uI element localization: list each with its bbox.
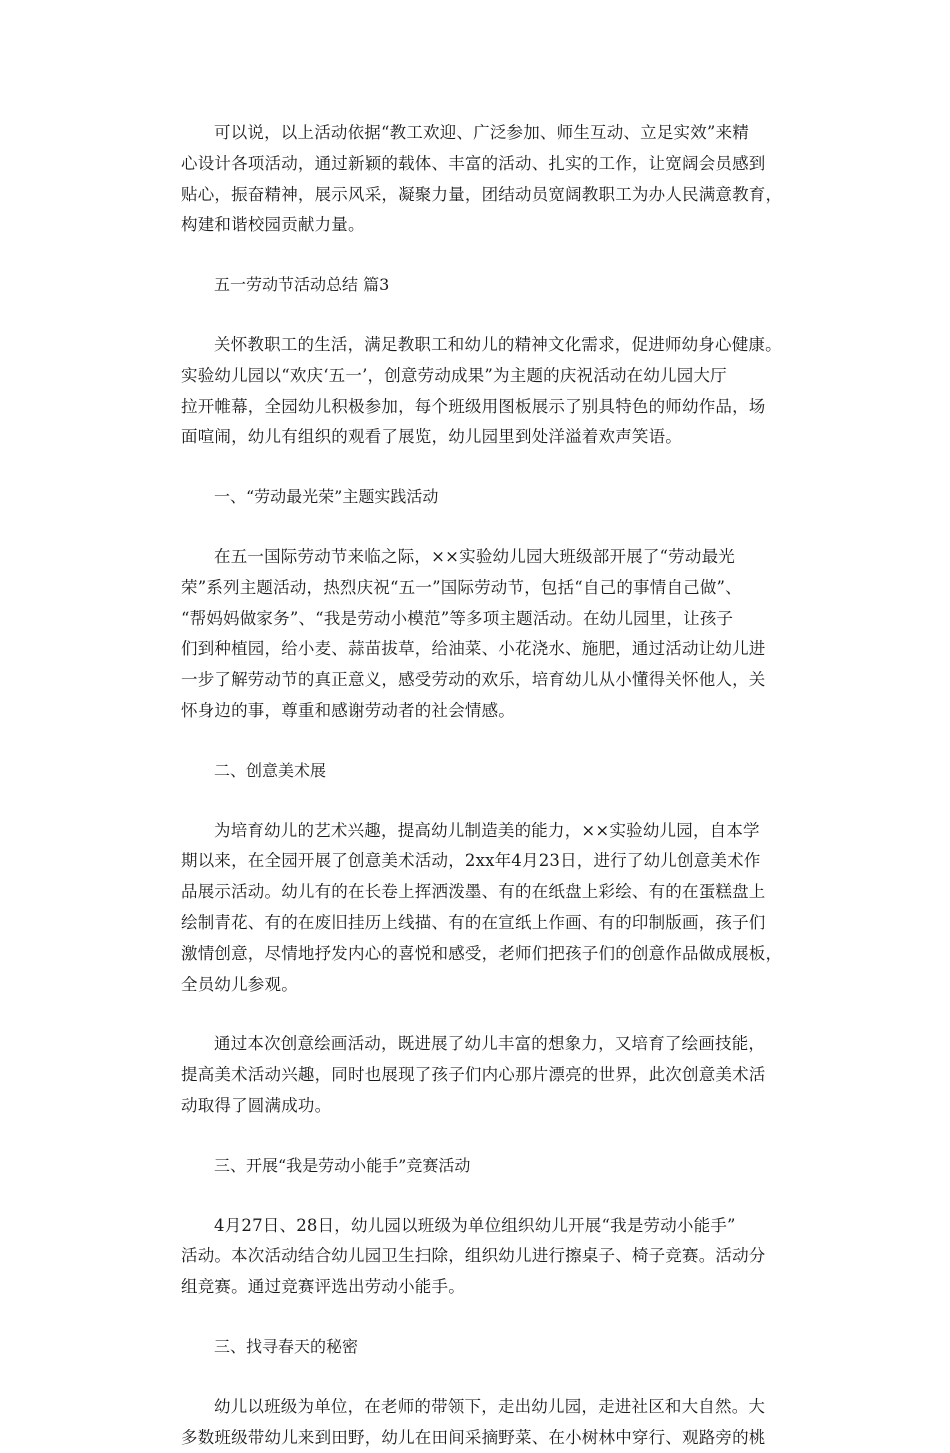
- section-heading-2: 二、创意美术展: [181, 756, 781, 787]
- paragraph-line: 通过本次创意绘画活动，既进展了幼儿丰富的想象力，又培育了绘画技能，: [181, 1029, 781, 1060]
- paragraph-line: 幼儿以班级为单位，在老师的带领下，走出幼儿园，走进社区和大自然。大: [181, 1392, 781, 1423]
- paragraph-conclusion: [181, 118, 781, 241]
- paragraph-line: 拉开帷幕，全园幼儿积极参加，每个班级用图板展示了别具特色的师幼作品，场: [181, 392, 781, 423]
- paragraph-line: 关怀教职工的生活，满足教职工和幼儿的精神文化需求，促进师幼身心健康。: [181, 330, 781, 361]
- paragraph-contest: [181, 1211, 781, 1303]
- paragraph-line: 期以来，在全园开展了创意美术活动，2xx年4月23日，进行了幼儿创意美术作: [181, 846, 781, 877]
- paragraph-line: 心设计各项活动，通过新颖的载体、丰富的活动、扎实的工作，让宽阔会员感到: [181, 149, 781, 180]
- paragraph-line: 贴心，振奋精神，展示风采，凝聚力量，团结动员宽阔教职工为办人民满意教育，: [181, 180, 781, 211]
- paragraph-line: 4月27日、28日，幼儿园以班级为单位组织幼儿开展“我是劳动小能手”: [181, 1211, 781, 1242]
- paragraph-line: 活动。本次活动结合幼儿园卫生扫除，组织幼儿进行擦桌子、椅子竞赛。活动分: [181, 1241, 781, 1272]
- section-heading-4: 三、找寻春天的秘密: [181, 1332, 781, 1363]
- paragraph-line: 可以说，以上活动依据“教工欢迎、广泛参加、师生互动、立足实效”来精: [181, 118, 781, 149]
- paragraph-labor-theme: [181, 542, 781, 727]
- paragraph-line: 为培育幼儿的艺术兴趣，提高幼儿制造美的能力，××实验幼儿园，自本学: [181, 816, 781, 847]
- paragraph-line: 实验幼儿园以“欢庆‘五一’，创意劳动成果”为主题的庆祝活动在幼儿园大厅: [181, 361, 781, 392]
- document-page: [181, 118, 781, 1453]
- section-title: 五一劳动节活动总结 篇3: [181, 270, 781, 301]
- paragraph-line: 动取得了圆满成功。: [181, 1091, 781, 1122]
- paragraph-line: 怀身边的事，尊重和感谢劳动者的社会情感。: [181, 696, 781, 727]
- paragraph-line: 多数班级带幼儿来到田野，幼儿在田间采摘野菜、在小树林中穿行、观路旁的桃: [181, 1423, 781, 1453]
- paragraph-line: 一步了解劳动节的真正意义，感受劳动的欢乐，培育幼儿从小懂得关怀他人，关: [181, 665, 781, 696]
- paragraph-art-exhibit: [181, 816, 781, 1001]
- paragraph-spring: [181, 1392, 781, 1453]
- paragraph-line: 组竞赛。通过竞赛评选出劳动小能手。: [181, 1272, 781, 1303]
- paragraph-line: 构建和谐校园贡献力量。: [181, 210, 781, 241]
- paragraph-line: 们到种植园，给小麦、蒜苗拔草，给油菜、小花浇水、施肥，通过活动让幼儿进: [181, 634, 781, 665]
- paragraph-line: 全员幼儿参观。: [181, 970, 781, 1001]
- paragraph-line: 在五一国际劳动节来临之际，××实验幼儿园大班级部开展了“劳动最光: [181, 542, 781, 573]
- paragraph-line: 提高美术活动兴趣，同时也展现了孩子们内心那片漂亮的世界，此次创意美术活: [181, 1060, 781, 1091]
- paragraph-line: 荣”系列主题活动，热烈庆祝“五一”国际劳动节，包括“自己的事情自己做”、: [181, 573, 781, 604]
- paragraph-line: “帮妈妈做家务”、“我是劳动小模范”等多项主题活动。在幼儿园里，让孩子: [181, 604, 781, 635]
- paragraph-line: 激情创意，尽情地抒发内心的喜悦和感受，老师们把孩子们的创意作品做成展板，: [181, 939, 781, 970]
- paragraph-line: 面喧闹，幼儿有组织的观看了展览，幼儿园里到处洋溢着欢声笑语。: [181, 422, 781, 453]
- paragraph-line: 绘制青花、有的在废旧挂历上线描、有的在宣纸上作画、有的印制版画，孩子们: [181, 908, 781, 939]
- section-heading-3: 三、开展“我是劳动小能手”竞赛活动: [181, 1151, 781, 1182]
- section-heading-1: 一、“劳动最光荣”主题实践活动: [181, 482, 781, 513]
- paragraph-line: 品展示活动。幼儿有的在长卷上挥洒泼墨、有的在纸盘上彩绘、有的在蛋糕盘上: [181, 877, 781, 908]
- paragraph-art-result: [181, 1029, 781, 1121]
- paragraph-intro: [181, 330, 781, 453]
